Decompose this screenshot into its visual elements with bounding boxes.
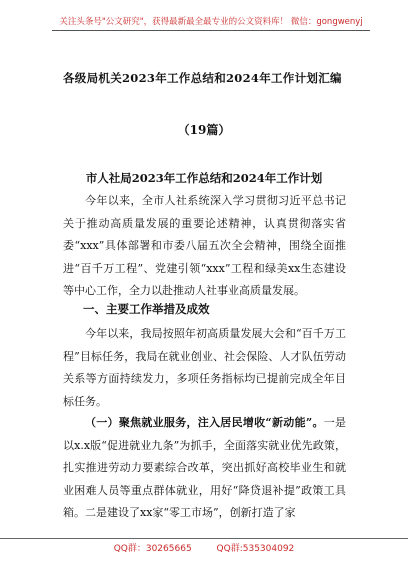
document-title: 各级局机关2023年工作总结和2024年工作计划汇编	[63, 71, 342, 85]
paragraph-employment	[63, 412, 346, 525]
employment-text: 一是以x.x版“促进就业九条”为抓手，全面落实就业优先政策，扎实推进劳动力要素综合改革，突出抓好高校毕业生和就业困难人员等重点群体就业，用好“降贷退补提”政策工具箱。二是建设了xx家“零工市场”，创新打造了家	[63, 416, 347, 519]
footer-contact	[0, 538, 408, 554]
employment-heading: （一）聚焦就业服务，注入居民增收“新动能”。	[85, 416, 324, 429]
paragraph-intro: 今年以来，全市人社系统深入学习贯彻习近平总书记关于推动高质量发展的重要论述精神，认真贯彻落实省委“xxx”具体部署和市委八届五次全会精神，围绕全面推进“百千万工程”、党建引领“xxx”工程和绿美xx生态建设等中心工作，全力以赴推动人社事业高质量发展。	[63, 194, 346, 297]
top-banner: 关注头条号"公文研究"，获得最新最全最专业的公文资料库！ 微信：gongwenyj	[52, 15, 370, 31]
qq-group-1: QQ群：30265665	[113, 544, 192, 554]
section-title: 市人社局2023年工作总结和2024年工作计划	[85, 171, 323, 185]
qq-group-2: QQ群:535304092	[216, 544, 295, 554]
article-count: （19篇）	[177, 123, 231, 137]
heading-main-measures: 一、主要工作举措及成效	[83, 302, 210, 316]
paragraph-overview: 今年以来，我局按照年初高质量发展大会和“百千万工程”目标任务，我局在就业创业、社会保险、人才队伍劳动关系等方面持续发力，多项任务指标均已提前完成全年目标任务。	[63, 327, 346, 408]
